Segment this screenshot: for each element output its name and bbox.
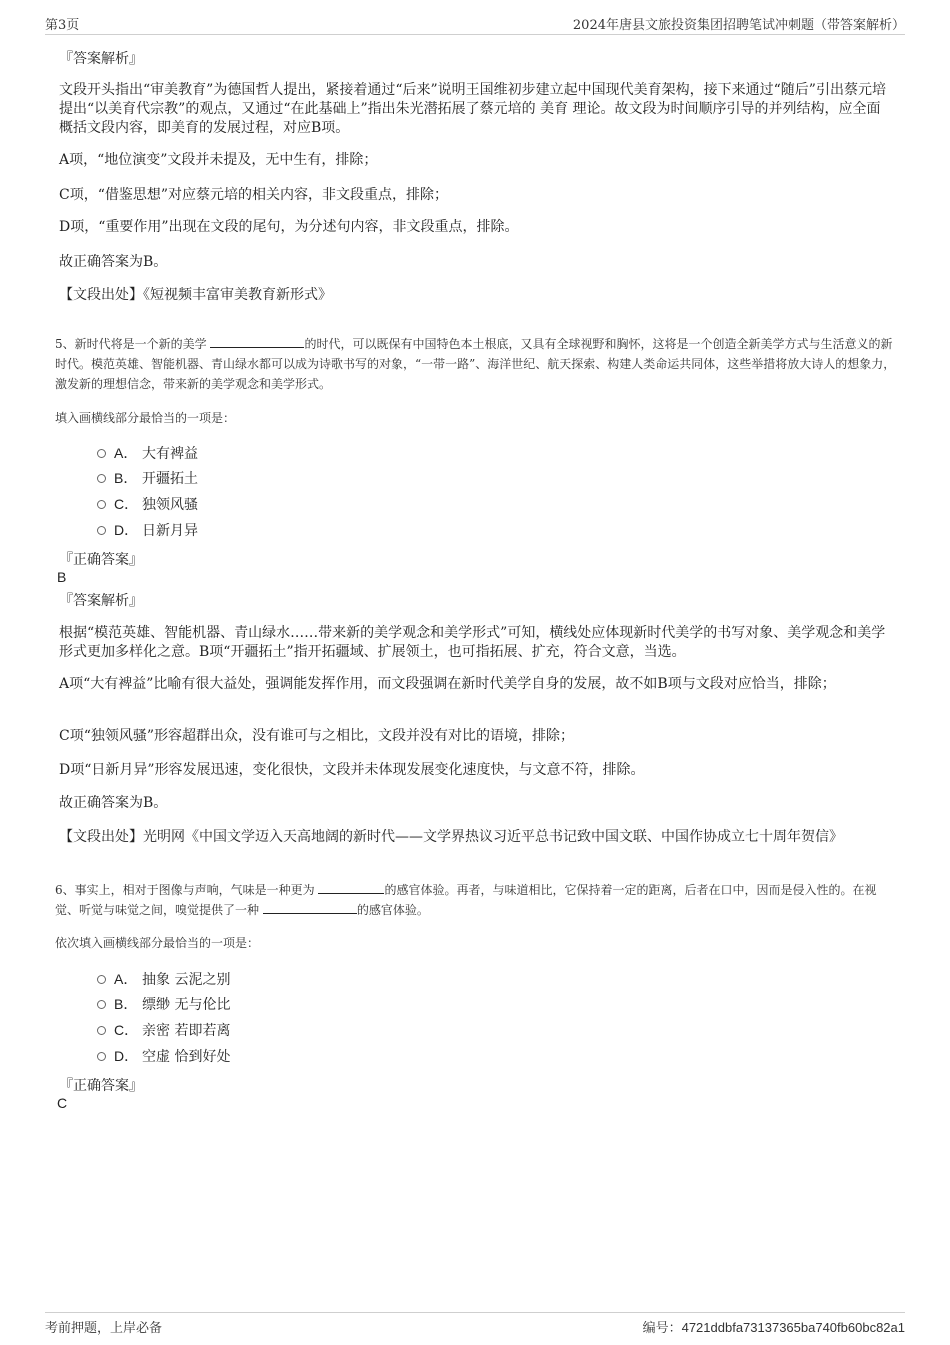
q6-stem: 6、事实上，相对于图像与声响，气味是一种更为 的感官体验。再者，与味道相比，它保持着一定的距离，后者在口中，因而是侵入性的。在视觉、听觉与味觉之间，嗅觉提供了一种 的感官体验。 xyxy=(55,883,877,917)
q4-note-c: C项，“借鉴思想”对应蔡元培的相关内容，非文段重点，排除； xyxy=(59,187,449,203)
radio-icon[interactable] xyxy=(97,1000,106,1009)
q4-note-a: A项，“地位演变”文段并未提及，无中生有，排除； xyxy=(59,152,378,168)
document-code: 编号：4721ddbfa73137365ba740fb60bc82a1 xyxy=(642,1320,905,1335)
q5-conclusion: 故正确答案为B。 xyxy=(59,795,168,811)
q4-analysis-paragraph: 文段开头指出“审美教育”为德国哲人提出，紧接着通过“后来”说明王国维初步建立起中国现代美育架构，接下来通过“随后”引出蔡元培提出“以美育代宗教”的观点，又通过“在此基础上”指出朱光潜拓展了蔡元培的 美育 理论。故文段为时间顺序引导的并列结构，应全面概括文段内容，即美育的发展过程，对应B项。 xyxy=(59,82,886,136)
page-footer xyxy=(45,1312,905,1335)
radio-icon[interactable] xyxy=(97,500,106,509)
q5-note-c: C项“独领风骚”形容超群出众，没有谁可与之相比，文段并没有对比的语境，排除； xyxy=(59,728,575,744)
q6-option-a[interactable]: A． 抽象 云泥之别 xyxy=(97,969,230,991)
radio-icon[interactable] xyxy=(97,1026,106,1035)
q5-option-c[interactable]: C． 独领风骚 xyxy=(97,494,198,516)
q5-option-d[interactable]: D． 日新月异 xyxy=(97,520,198,542)
q5-stem: 5、新时代将是一个新的美学 的时代，可以既保有中国特色本土根底，又具有全球视野和胸怀，这将是一个创造全新美学方式与生活意义的新时代。模范英雄、智能机器、青山绿水都可以成为诗歌书写的对象，“一带一路”、海洋世纪、航天探索、构建人类命运共同体，这些举措将放大诗人的想象力，激发新的理想信念，带来新的美学观念和美学形式。 xyxy=(55,337,896,391)
q5-analysis-paragraph: 根据“模范英雄、智能机器、青山绿水……带来新的美学观念和美学形式”可知，横线处应体现新时代美学的书写对象、美学观念和美学形式更加多样化之意。B项“开疆拓土”指开拓疆域、扩展领土，也可指拓展、扩充，符合文意，当选。 xyxy=(59,625,886,660)
radio-icon[interactable] xyxy=(97,975,106,984)
footer-slogan: 考前押题，上岸必备 xyxy=(45,1321,163,1336)
q5-note-d: D项“日新月异”形容发展迅速，变化很快，文段并未体现发展变化速度快，与文意不符，排除。 xyxy=(59,762,645,778)
q5-correct-label: 『正确答案』 xyxy=(59,552,143,568)
q4-analysis-label: 『答案解析』 xyxy=(59,51,143,67)
q5-correct-value: B xyxy=(57,569,67,585)
radio-icon[interactable] xyxy=(97,474,106,483)
page-header xyxy=(45,12,905,35)
q5-note-a: A项“大有裨益”比喻有很大益处，强调能发挥作用，而文段强调在新时代美学自身的发展，故不如B项与文段对应恰当，排除； xyxy=(59,676,836,692)
document-title: 2024年唐县文旅投资集团招聘笔试冲刺题（带答案解析） xyxy=(572,18,905,33)
q5-source: 【文段出处】光明网《中国文学迈入天高地阔的新时代——文学界热议习近平总书记致中国文联、中国作协成立七十周年贺信》 xyxy=(59,829,843,845)
q5-analysis-label: 『答案解析』 xyxy=(59,593,143,609)
q6-correct-label: 『正确答案』 xyxy=(59,1078,143,1094)
q4-note-d: D项，“重要作用”出现在文段的尾句，为分述句内容，非文段重点，排除。 xyxy=(59,219,519,235)
q6-blank-2 xyxy=(263,901,357,914)
page-number: 第3页 xyxy=(45,18,80,33)
q6-prompt: 依次填入画横线部分最恰当的一项是： xyxy=(55,936,260,950)
q5-prompt: 填入画横线部分最恰当的一项是： xyxy=(55,411,236,425)
q4-source: 【文段出处】《短视频丰富审美教育新形式》 xyxy=(59,287,332,303)
q4-conclusion: 故正确答案为B。 xyxy=(59,254,168,270)
radio-icon[interactable] xyxy=(97,449,106,458)
q6-correct-value: C xyxy=(57,1095,68,1111)
radio-icon[interactable] xyxy=(97,1052,106,1061)
q6-option-d[interactable]: D． 空虚 恰到好处 xyxy=(97,1046,230,1068)
q5-blank xyxy=(210,335,304,348)
q6-option-b[interactable]: B． 缥缈 无与伦比 xyxy=(97,994,230,1016)
q6-option-c[interactable]: C． 亲密 若即若离 xyxy=(97,1020,230,1042)
q6-blank-1 xyxy=(318,881,384,894)
q5-option-a[interactable]: A． 大有裨益 xyxy=(97,443,198,465)
radio-icon[interactable] xyxy=(97,526,106,535)
q5-option-b[interactable]: B． 开疆拓土 xyxy=(97,468,198,490)
